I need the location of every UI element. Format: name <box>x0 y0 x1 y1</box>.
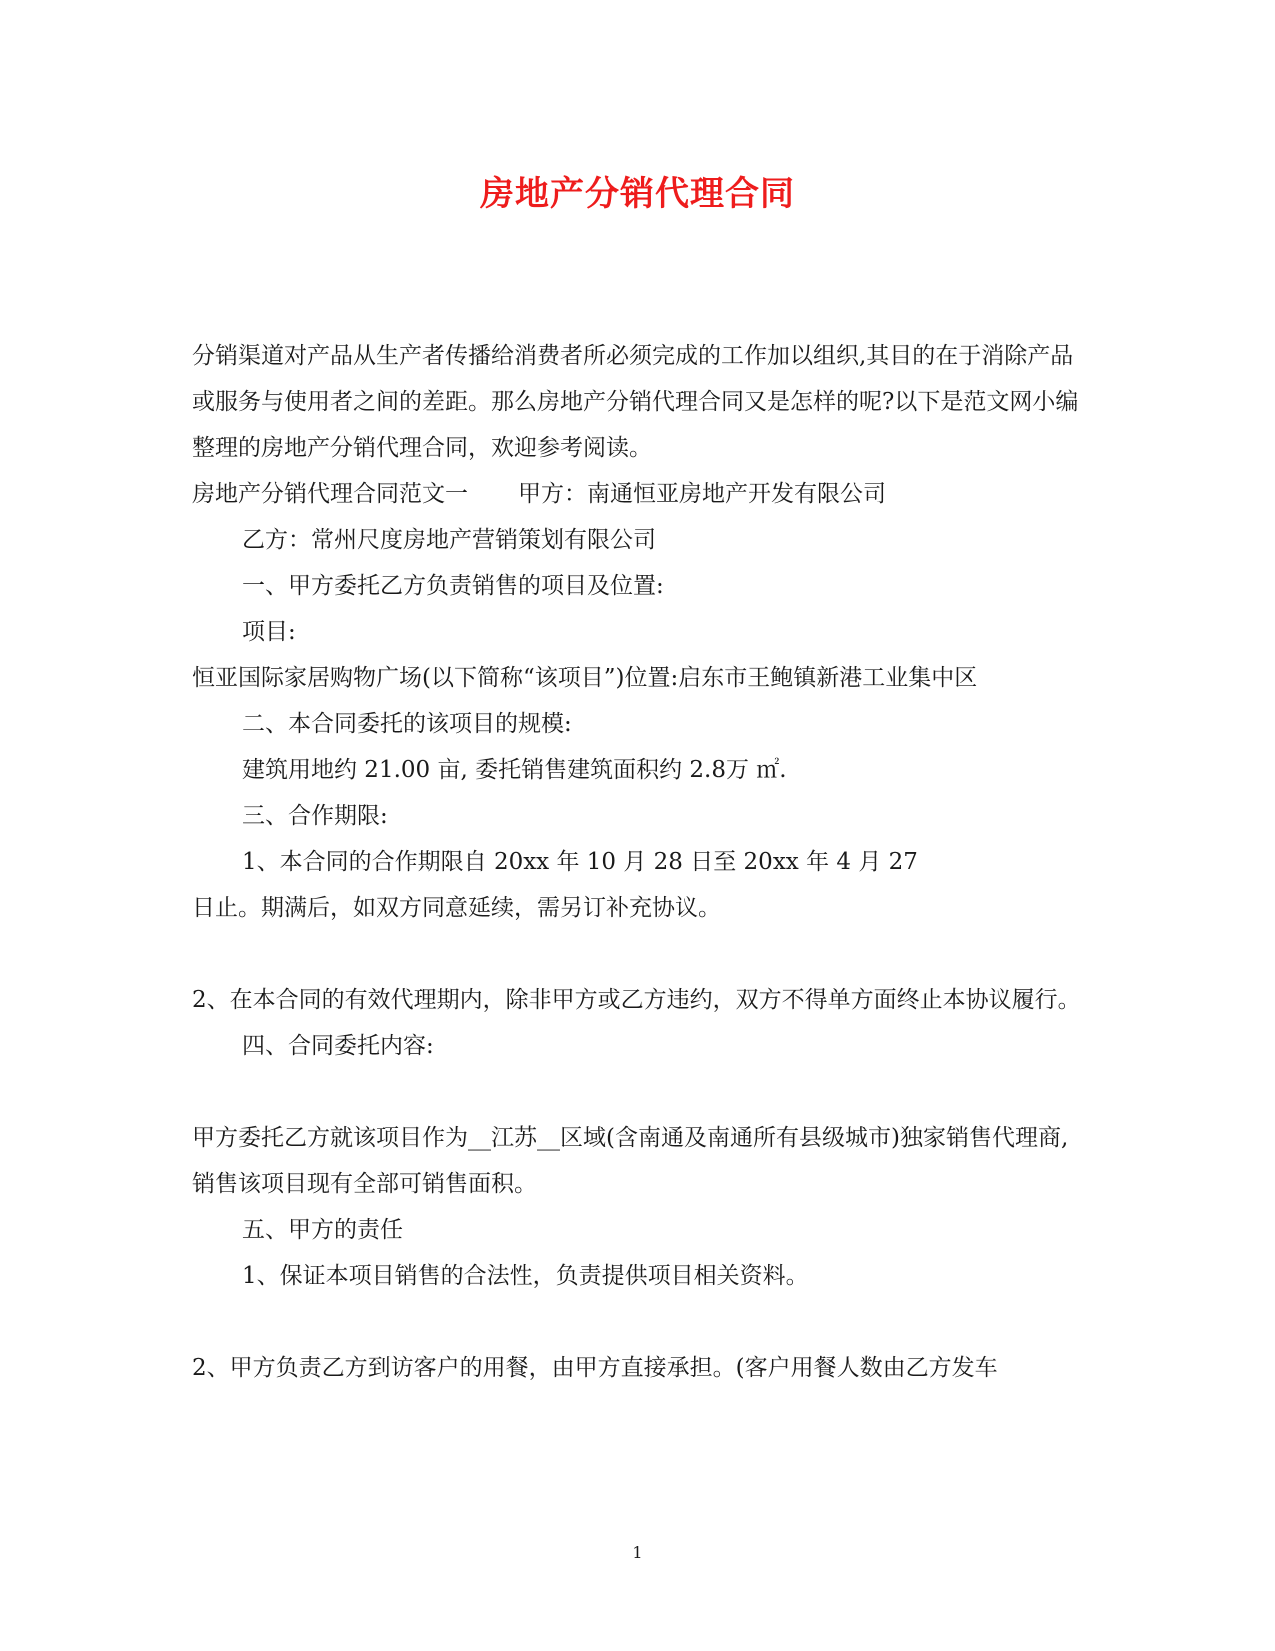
page-number: 1 <box>632 1543 643 1562</box>
party-a: 甲方：南通恒亚房地产开发有限公司 <box>518 481 886 507</box>
duty-clause-1: 1、保证本项目销售的合法性，负责提供项目相关资料。 <box>242 1263 809 1289</box>
term-clause-1-continued: 日止。期满后，如双方同意延续，需另订补充协议。 <box>192 895 721 921</box>
sample-heading-line <box>192 471 1092 517</box>
section-five-heading: 五、甲方的责任 <box>242 1217 403 1243</box>
term-clause-1: 1、本合同的合作期限自 20xx 年 10 月 28 日至 20xx 年 4 月 27 <box>242 849 918 875</box>
duty-clause-2: 2、甲方负责乙方到访客户的用餐，由甲方直接承担。(客户用餐人数由乙方发车 <box>192 1355 998 1381</box>
party-b: 乙方：常州尺度房地产营销策划有限公司 <box>242 527 656 553</box>
sample-heading: 房地产分销代理合同范文一 <box>192 481 468 507</box>
document-body <box>192 333 1092 1391</box>
commission-content: 甲方委托乙方就该项目作为__江苏__区域(含南通及南通所有县级城市)独家销售代理商, 销售该项目现有全部可销售面积。 <box>192 1125 1069 1197</box>
project-label: 项目: <box>242 619 296 645</box>
document-title: 房地产分销代理合同 <box>480 174 795 214</box>
section-one-heading: 一、甲方委托乙方负责销售的项目及位置: <box>242 573 664 599</box>
section-three-heading: 三、合作期限: <box>242 803 388 829</box>
project-location: 恒亚国际家居购物广场(以下简称“该项目”)位置:启东市王鲍镇新港工业集中区 <box>192 665 978 691</box>
intro-paragraph: 分销渠道对产品从生产者传播给消费者所必须完成的工作加以组织,其目的在于消除产品或服务与使用者之间的差距。那么房地产分销代理合同又是怎样的呢?以下是范文网小编整理的房地产分销代理合同，欢迎参考阅读。 <box>192 343 1079 461</box>
project-scale: 建筑用地约 21.00 亩, 委托销售建筑面积约 2.8万 ㎡. <box>242 757 787 783</box>
section-two-heading: 二、本合同委托的该项目的规模: <box>242 711 572 737</box>
term-clause-2: 2、在本合同的有效代理期内，除非甲方或乙方违约，双方不得单方面终止本协议履行。 <box>192 987 1081 1013</box>
section-four-heading: 四、合同委托内容: <box>242 1033 434 1059</box>
